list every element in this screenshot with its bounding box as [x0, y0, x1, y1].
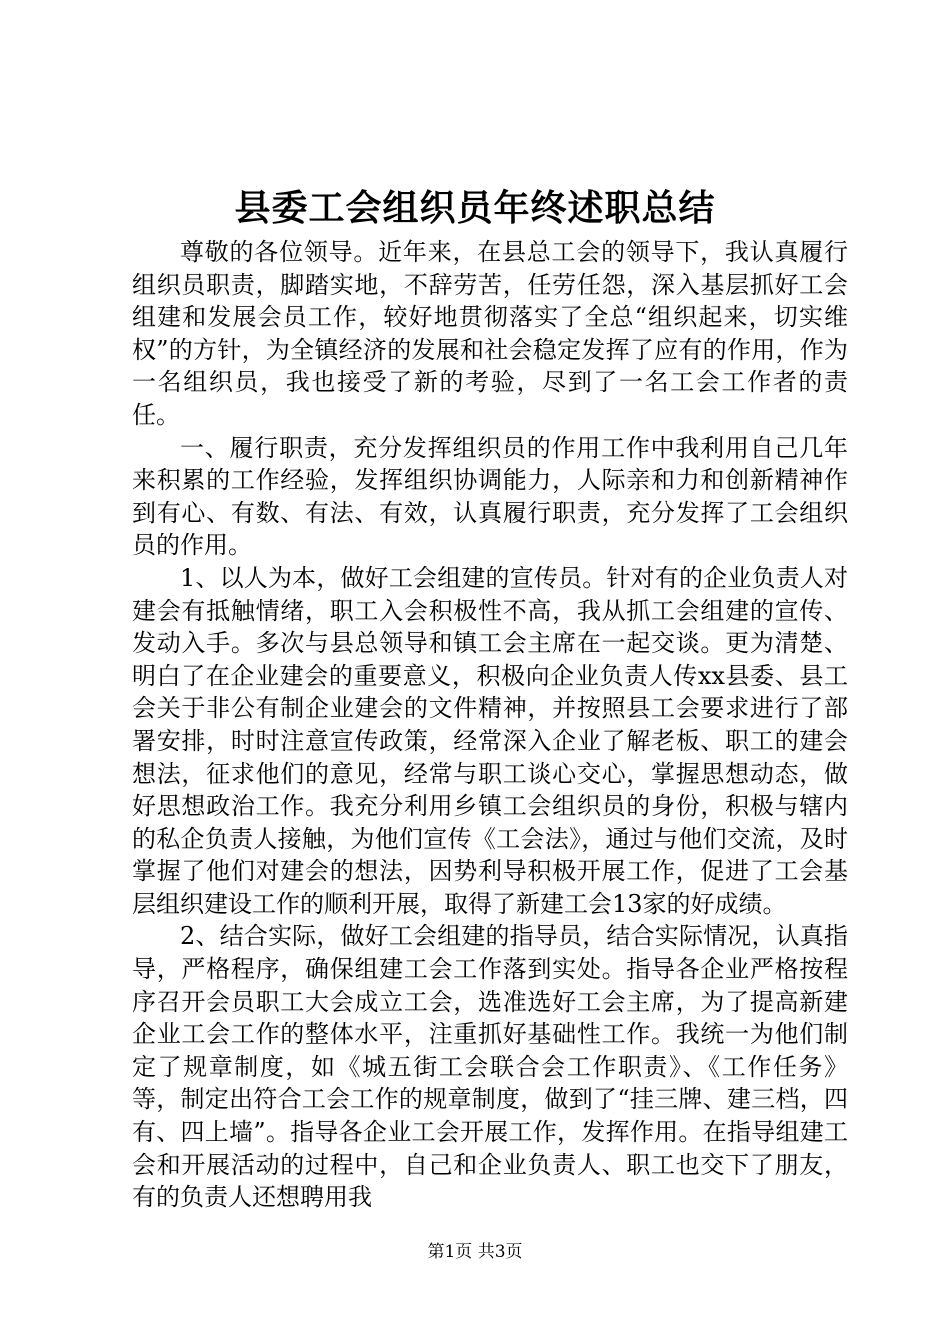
page-number-footer: 第1页 共3页 — [427, 1242, 523, 1262]
document-body — [132, 236, 848, 1214]
paragraph-greeting: 尊敬的各位领导。近年来，在县总工会的领导下，我认真履行组织员职责，脚踏实地，不辞劳苦，任劳任怨，深入基层抓好工会组建和发展会员工作，较好地贯彻落实了全总“组织起来，切实维权”的方针，为全镇经济的发展和社会稳定发挥了应有的作用，作为一名组织员，我也接受了新的考验，尽到了一名工会工作者的责任。 — [132, 238, 848, 429]
paragraph-item-one: 1、以人为本，做好工会组建的宣传员。针对有的企业负责人对建会有抵触情绪，职工入会积极性不高，我从抓工会组建的宣传、发动入手。多次与县总领导和镇工会主席在一起交谈。更为清楚、明白了在企业建会的重要意义，积极向企业负责人传xx县委、县工会关于非公有制企业建会的文件精神，并按照县工会要求进行了部署安排，时时注意宣传政策，经常深入企业了解老板、职工的建会想法，征求他们的意见，经常与职工谈心交心，掌握思想动态，做好思想政治工作。我充分利用乡镇工会组织员的身份，积极与辖内的私企负责人接触，为他们宣传《工会法》，通过与他们交流，及时掌握了他们对建会的想法，因势利导积极开展工作，促进了工会基层组织建设工作的顺利开展，取得了新建工会13家的好成绩。 — [132, 563, 848, 918]
paragraph-item-two: 2、结合实际，做好工会组建的指导员，结合实际情况，认真指导，严格程序，确保组建工会工作落到实处。指导各企业严格按程序召开会员职工大会成立工会，选准选好工会主席，为了提高新建企业工会工作的整体水平，注重抓好基础性工作。我统一为他们制定了规章制度，如《城五街工会联合会工作职责》、《工作任务》等，制定出符合工会工作的规章制度，做到了“挂三牌、建三档，四有、四上墙”。指导各企业工会开展工作，发挥作用。在指导组建工会和开展活动的过程中，自己和企业负责人、职工也交下了朋友，有的负责人还想聘用我 — [132, 922, 848, 1212]
paragraph-section-one: 一、履行职责，充分发挥组织员的作用工作中我利用自己几年来积累的工作经验，发挥组织协调能力，人际亲和力和创新精神作到有心、有数、有法、有效，认真履行职责，充分发挥了工会组织员的作用。 — [132, 433, 848, 560]
document-title: 县委工会组织员年终述职总结 — [234, 187, 716, 229]
